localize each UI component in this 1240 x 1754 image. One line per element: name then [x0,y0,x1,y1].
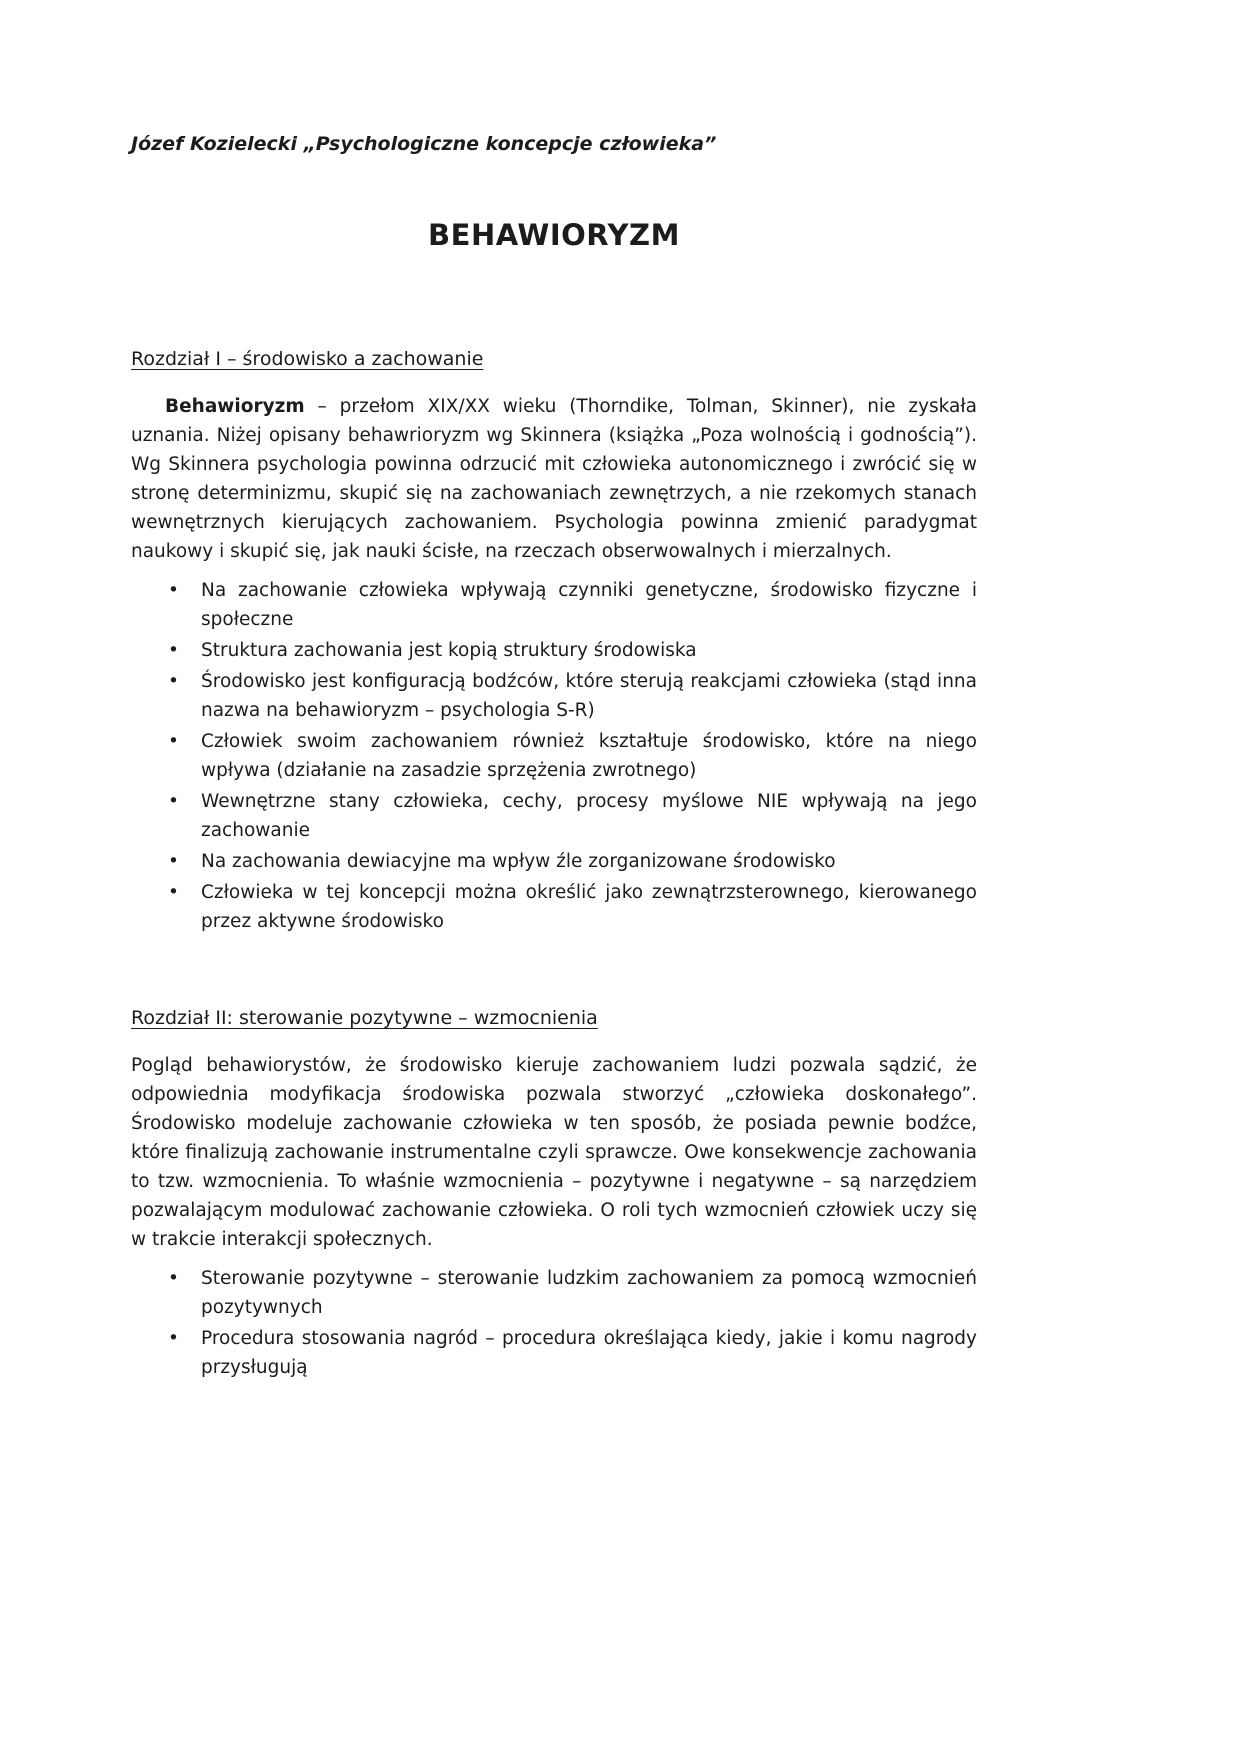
bullet-item [131,636,977,665]
bullet-marker: • [168,882,179,903]
bullet-item [131,727,977,785]
section-2 [131,1004,977,1382]
bullet-item [131,576,977,634]
bullet-marker: • [168,851,179,872]
section-2-heading: Rozdział II: sterowanie pozytywne – wzmocnienia [131,1007,598,1029]
bullet-text: Człowieka w tej koncepcji można określić jako zewnątrzsterownego, kierowanego przez aktywne środowisko [201,882,977,932]
bullet-text: Na zachowanie człowieka wpływają czynniki genetyczne, środowisko fizyczne i społeczne [201,580,977,630]
bullet-marker: • [168,1268,179,1289]
bullet-item [131,1324,977,1382]
bullet-text: Człowiek swoim zachowaniem również kształtuje środowisko, które na niego wpływa (działanie na zasadzie sprzężenia zwrotnego) [201,731,977,781]
bullet-item [131,787,977,845]
bullet-text: Sterowanie pozytywne – sterowanie ludzkim zachowaniem za pomocą wzmocnień pozytywnych [201,1268,977,1318]
section-2-paragraph: Pogląd behawiorystów, że środowisko kieruje zachowaniem ludzi pozwala sądzić, że odpowiednia modyfikacja środowiska pozwala stworzyć „człowieka doskonałego”. Środowisko modeluje zachowanie człowieka w ten sposób, że posiada pewnie bodźce, które finalizują zachowanie instrumentalne czyli sprawcze. Owe konsekwencje zachowania to tzw. wzmocnienia. To właśnie wzmocnienia – pozytywne i negatywne – są narzędziem pozwalającym modulować zachowanie człowieka. O roli tych wzmocnień człowiek uczy się w trakcie interakcji społecznych. [131,1055,977,1250]
bullet-text: Środowisko jest konfiguracją bodźców, które sterują reakcjami człowieka (stąd inna nazwa na behawioryzm – psychologia S-R) [201,671,977,721]
author-line: Józef Kozielecki „Psychologiczne koncepcje człowieka” [131,133,717,155]
bullet-text: Struktura zachowania jest kopią struktury środowiska [201,640,697,661]
bullet-text: Wewnętrzne stany człowieka, cechy, procesy myślowe NIE wpływają na jego zachowanie [201,791,977,841]
section-1 [131,345,977,936]
section-1-paragraph-body: – przełom XIX/XX wieku (Thorndike, Tolman, Skinner), nie zyskała uznania. Niżej opisany behawrioryzm wg Skinnera (książka „Poza wolnością i godnością”). Wg Skinnera psychologia powinna odrzucić mit człowieka autonomicznego i zwrócić się w stronę determinizmu, skupić się na zachowaniach zewnętrzych, a nie rzekomych stanach wewnętrznych kierujących zachowaniem. Psychologia powinna zmienić paradygmat naukowy i skupić się, jak nauki ścisłe, na rzeczach obserwowalnych i mierzalnych. [131,396,977,562]
bullet-marker: • [168,1328,179,1349]
document-title: BEHAWIORYZM [428,218,680,252]
section-2-bullet-list [131,1264,977,1382]
bullet-item [131,1264,977,1322]
bullet-marker: • [168,731,179,752]
section-1-paragraph [131,392,977,566]
bullet-marker: • [168,640,179,661]
section-1-paragraph-lead: Behawioryzm [165,396,305,417]
bullet-item [131,878,977,936]
bullet-marker: • [168,580,179,601]
section-1-heading: Rozdział I – środowisko a zachowanie [131,348,484,370]
bullet-text: Procedura stosowania nagród – procedura określająca kiedy, jakie i komu nagrody przysługują [201,1328,977,1378]
bullet-item [131,667,977,725]
bullet-text: Na zachowania dewiacyjne ma wpływ źle zorganizowane środowisko [201,851,836,872]
bullet-item [131,847,977,876]
section-1-bullet-list [131,576,977,936]
bullet-marker: • [168,671,179,692]
bullet-marker: • [168,791,179,812]
